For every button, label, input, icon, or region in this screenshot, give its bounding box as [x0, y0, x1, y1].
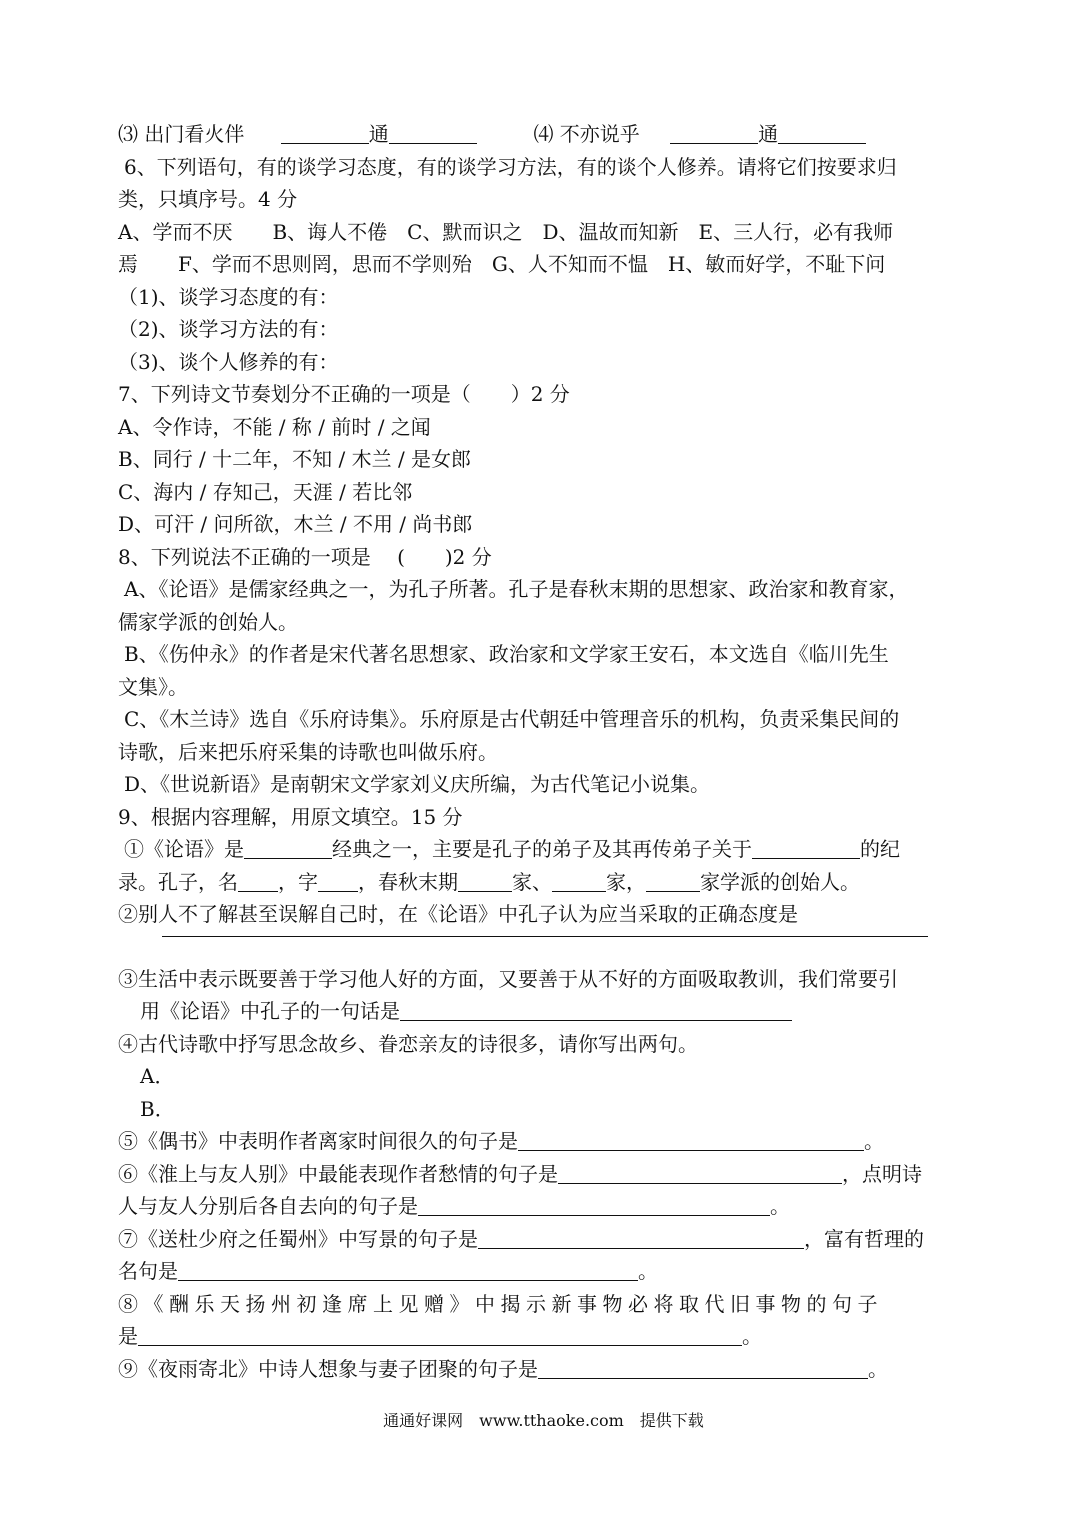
q9-item7-blank2[interactable]	[178, 1258, 638, 1281]
q8-option-c-line1: C、《木兰诗》选自《乐府诗集》。乐府原是古代朝廷中管理音乐的机构，负责采集民间的	[124, 707, 900, 731]
q9-item6-text-c: 人与友人分别后各自去向的句子是	[118, 1194, 418, 1218]
q5-item4: ⑷ 不亦说乎	[533, 122, 640, 146]
q9-item2-answer-line[interactable]	[162, 935, 928, 937]
q7-option-d: D、可汗 / 问所欲，木兰 / 不用 / 尚书郎	[118, 512, 473, 536]
q9-item1-line2	[118, 866, 970, 899]
q7-option-b: B、同行 / 十二年，不知 / 木兰 / 是女郎	[118, 447, 472, 471]
q9-item6-period: 。	[770, 1194, 790, 1218]
q9-item1-text-b: 经典之一，主要是孔子的弟子及其再传弟子关于	[332, 837, 752, 861]
q9-item9-blank[interactable]	[538, 1356, 868, 1379]
q9-item6-blank1[interactable]	[558, 1161, 842, 1184]
q9-item1-text-c: 的纪	[860, 837, 900, 861]
q9-item1-blank-classic[interactable]	[244, 836, 332, 859]
q8-stem: 8、下列说法不正确的一项是 ( )2 分	[118, 544, 492, 569]
q9-item1-text-f: ，春秋末期	[358, 869, 458, 894]
q5-items-row	[118, 118, 970, 151]
q9-item6-text-a: ⑥《淮上与友人别》中最能表现作者愁情的句子是	[118, 1161, 558, 1186]
q9-item8-period: 。	[742, 1324, 762, 1348]
q8-option-c-line2: 诗歌，后来把乐府采集的诗歌也叫做乐府。	[118, 739, 498, 764]
q9-item1-text-a: ①《论语》是	[124, 837, 244, 861]
q9-item1-blank-jia1[interactable]	[458, 869, 512, 892]
q8-option-b-line2: 文集》。	[118, 674, 188, 699]
q9-item6-line1	[118, 1158, 970, 1191]
q9-item4-a[interactable]: A．	[140, 1064, 175, 1088]
q9-item7-line1	[118, 1223, 970, 1256]
q9-item1-text-d: 录。孔子，名	[118, 869, 238, 894]
q9-item7-text-a: ⑦《送杜少府之任蜀州》中写景的句子是	[118, 1226, 478, 1251]
q5-item3-blank1[interactable]	[281, 121, 369, 144]
q6-sub2: （2)、谈学习方法的有：	[118, 317, 339, 341]
q5-item4-tong: 通	[758, 122, 779, 146]
q9-item7-text-b: ，富有哲理的	[804, 1226, 924, 1251]
q5-item3-tong: 通	[368, 122, 389, 146]
q9-item6-text-b: ，点明诗	[842, 1161, 922, 1186]
q9-item5	[118, 1125, 970, 1158]
q7-option-a: A、令作诗，不能 / 称 / 前时 / 之闻	[118, 414, 431, 439]
q9-item1-text-e: ，字	[278, 869, 318, 894]
q7-stem: 7、下列诗文节奏划分不正确的一项是（ ）2 分	[118, 382, 570, 406]
q6-sub3: （3)、谈个人修养的有：	[118, 349, 339, 374]
q9-item9-text: ⑨《夜雨寄北》中诗人想象与妻子团聚的句子是	[118, 1356, 538, 1381]
q9-item3-line2	[118, 995, 970, 1028]
q8-option-a-line2: 儒家学派的创始人。	[118, 609, 298, 634]
q9-item5-period: 。	[864, 1129, 884, 1153]
q9-item1-blank-jia2[interactable]	[552, 869, 606, 892]
q9-item5-blank[interactable]	[518, 1128, 864, 1151]
q9-item1-blank-jia3[interactable]	[646, 869, 700, 892]
q9-item3-line1: ③生活中表示既要善于学习他人好的方面，又要善于从不好的方面吸取教训，我们常要引	[118, 966, 898, 991]
q6-stem-line2: 类，只填序号。4 分	[118, 187, 298, 211]
q9-item7-period: 。	[638, 1259, 658, 1283]
page-footer: 通通好课网 www.tthaoke.com 提供下载	[383, 1411, 704, 1430]
q9-item8-line2	[118, 1320, 970, 1353]
q9-item7-blank1[interactable]	[478, 1226, 804, 1249]
q9-stem: 9、根据内容理解，用原文填空。15 分	[118, 804, 463, 829]
q5-item3-blank2[interactable]	[389, 121, 477, 144]
q9-item1-blank-record[interactable]	[752, 836, 860, 859]
q9-item9	[118, 1353, 970, 1386]
q6-options-line2: 焉 F、学而不思则罔，思而不学则殆 G、人不知而不愠 H、敏而好学，不耻下问	[118, 252, 886, 276]
q9-item1-text-h: 家，	[606, 869, 646, 894]
q9-item6-blank2[interactable]	[418, 1193, 770, 1216]
exam-page	[118, 118, 970, 1385]
q9-item1-line1	[118, 833, 970, 866]
q9-item2: ②别人不了解甚至误解自己时，在《论语》中孔子认为应当采取的正确态度是	[118, 902, 798, 926]
q9-item1-blank-zi[interactable]	[318, 869, 358, 892]
q9-item7-text-c: 名句是	[118, 1259, 178, 1283]
q9-item8-blank[interactable]	[138, 1323, 742, 1346]
q9-item1-text-i: 家学派的创始人。	[700, 869, 860, 894]
q5-item4-blank2[interactable]	[778, 121, 866, 144]
q5-item3: ⑶ 出门看火伴	[118, 122, 245, 146]
q8-option-b-line1: B、《伤仲永》的作者是宋代著名思想家、政治家和文学家王安石，本文选自《临川先生	[124, 642, 889, 666]
q7-option-c: C、海内 / 存知己，天涯 / 若比邻	[118, 479, 413, 504]
q6-options-line1: A、学而不厌 B、诲人不倦 C、默而识之 D、温故而知新 E、三人行，必有我师	[118, 219, 894, 244]
q9-item8-text-b: 是	[118, 1324, 138, 1348]
q9-item6-line2	[118, 1190, 970, 1223]
q9-item8-line1: ⑧《酬乐天扬州初逢席上见赠》中揭示新事物必将取代旧事物的句子	[118, 1291, 883, 1316]
q6-stem-line1: 6、下列语句，有的谈学习态度，有的谈学习方法，有的谈个人修养。请将它们按要求归	[124, 154, 897, 179]
q9-item7-line2	[118, 1255, 970, 1288]
q8-option-a-line1: A、《论语》是儒家经典之一，为孔子所著。孔子是春秋末期的思想家、政治家和教育家，	[124, 577, 909, 601]
q9-item1-text-g: 家、	[512, 869, 552, 894]
q9-item1-blank-ming[interactable]	[238, 869, 278, 892]
q9-item3-blank[interactable]	[400, 998, 792, 1021]
q9-item4: ④古代诗歌中抒写思念故乡、眷恋亲友的诗很多，请你写出两句。	[118, 1031, 698, 1056]
q8-option-d: D、《世说新语》是南朝宋文学家刘义庆所编，为古代笔记小说集。	[124, 772, 711, 796]
q9-item4-b[interactable]: B．	[140, 1096, 175, 1121]
q9-item3-text: 用《论语》中孔子的一句话是	[140, 999, 400, 1023]
q9-item5-text: ⑤《偶书》中表明作者离家时间很久的句子是	[118, 1129, 518, 1153]
q6-sub1: （1)、谈学习态度的有：	[118, 284, 339, 309]
q9-item9-period: 。	[868, 1356, 888, 1381]
q5-item4-blank1[interactable]	[670, 121, 758, 144]
